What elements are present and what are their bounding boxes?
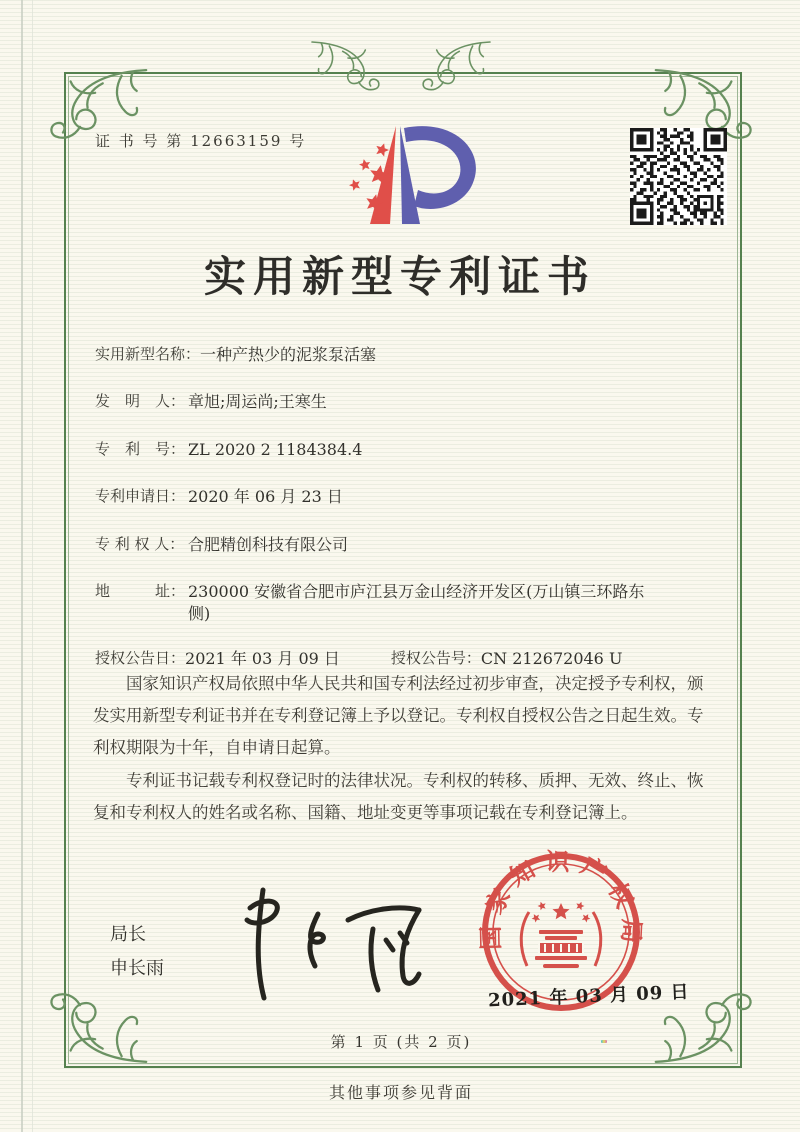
- certificate-number: 证 书 号 第 12663159 号: [95, 132, 307, 150]
- field-address: [95, 581, 707, 626]
- top-center-flourish-left: [290, 38, 402, 98]
- field-grant-announcement: [95, 648, 707, 670]
- qr-code-image: [630, 128, 727, 225]
- seal-date: 2021 年 03 月 09 日: [487, 981, 690, 1012]
- field-inventors: [95, 391, 707, 413]
- certificate-title: 实用新型专利证书: [203, 252, 596, 301]
- grant-date-pair: [95, 648, 340, 670]
- seal-text: 国家知识产权局: [475, 846, 647, 953]
- field-value: 2021 年 03 月 09 日: [185, 648, 340, 668]
- field-value: 2020 年 06 月 23 日: [188, 487, 343, 507]
- legal-paragraph-1: 国家知识产权局依照中华人民共和国专利法经过初步审查，决定授予专利权，颁发实用新型专利证书并在专利登记簿上予以登记。专利权自授权公告之日起生效。专利权期限为十年，自申请日起算。: [93, 674, 704, 758]
- commissioner-title: 局长: [110, 924, 146, 945]
- legal-paragraph-2: 专利证书记载专利权登记时的法律状况。专利权的转移、质押、无效、终止、恢复和专利权人的姓名或名称、国籍、地址变更等事项记载在专利登记簿上。: [93, 770, 704, 822]
- field-label: 专 利 号：: [95, 439, 186, 458]
- field-label: 授权公告号：: [390, 648, 481, 667]
- field-label: 发 明 人：: [95, 392, 186, 411]
- national-emblem-icon: [521, 900, 601, 968]
- grant-number-pair: [391, 648, 623, 670]
- cnipa-logo-icon: [332, 112, 482, 232]
- field-patent-number: [95, 439, 707, 461]
- field-label: 专 利 权 人：: [95, 534, 185, 553]
- field-value: 230000 安徽省合肥市庐江县万金山经济开发区(万山镇三环路东侧): [188, 581, 645, 624]
- certificate-fields: [95, 344, 707, 670]
- field-filing-date: [95, 486, 707, 508]
- field-label: 专利申请日：: [95, 487, 186, 506]
- field-value: 一种产热少的泥浆泵活塞: [200, 345, 377, 364]
- field-label: 实用新型名称：: [95, 345, 201, 363]
- field-label: 授权公告日：: [95, 648, 186, 667]
- signature-script-icon: [222, 884, 452, 1004]
- back-side-note: 其他事项参见背面: [328, 1083, 473, 1102]
- field-patentee: [95, 534, 707, 556]
- print-registration-mark: [601, 1040, 607, 1043]
- top-center-flourish-right: [400, 38, 512, 98]
- page-number: 第 1 页 (共 2 页): [330, 1033, 472, 1051]
- field-label: 地 址：: [95, 581, 186, 600]
- field-value: 章旭;周运尚;王寒生: [188, 392, 327, 412]
- field-value: ZL 2020 2 1184384.4: [188, 439, 363, 459]
- corner-flourish-bottom-left: [46, 982, 150, 1068]
- legal-text: [93, 668, 709, 829]
- field-value: CN 212672046 U: [480, 648, 623, 668]
- commissioner-name: 申长雨: [110, 958, 164, 980]
- field-utility-model-name: [95, 344, 707, 366]
- field-value: 合肥精创科技有限公司: [188, 534, 349, 554]
- commissioner-block: [110, 918, 164, 986]
- scan-page-edge: [21, 0, 33, 1132]
